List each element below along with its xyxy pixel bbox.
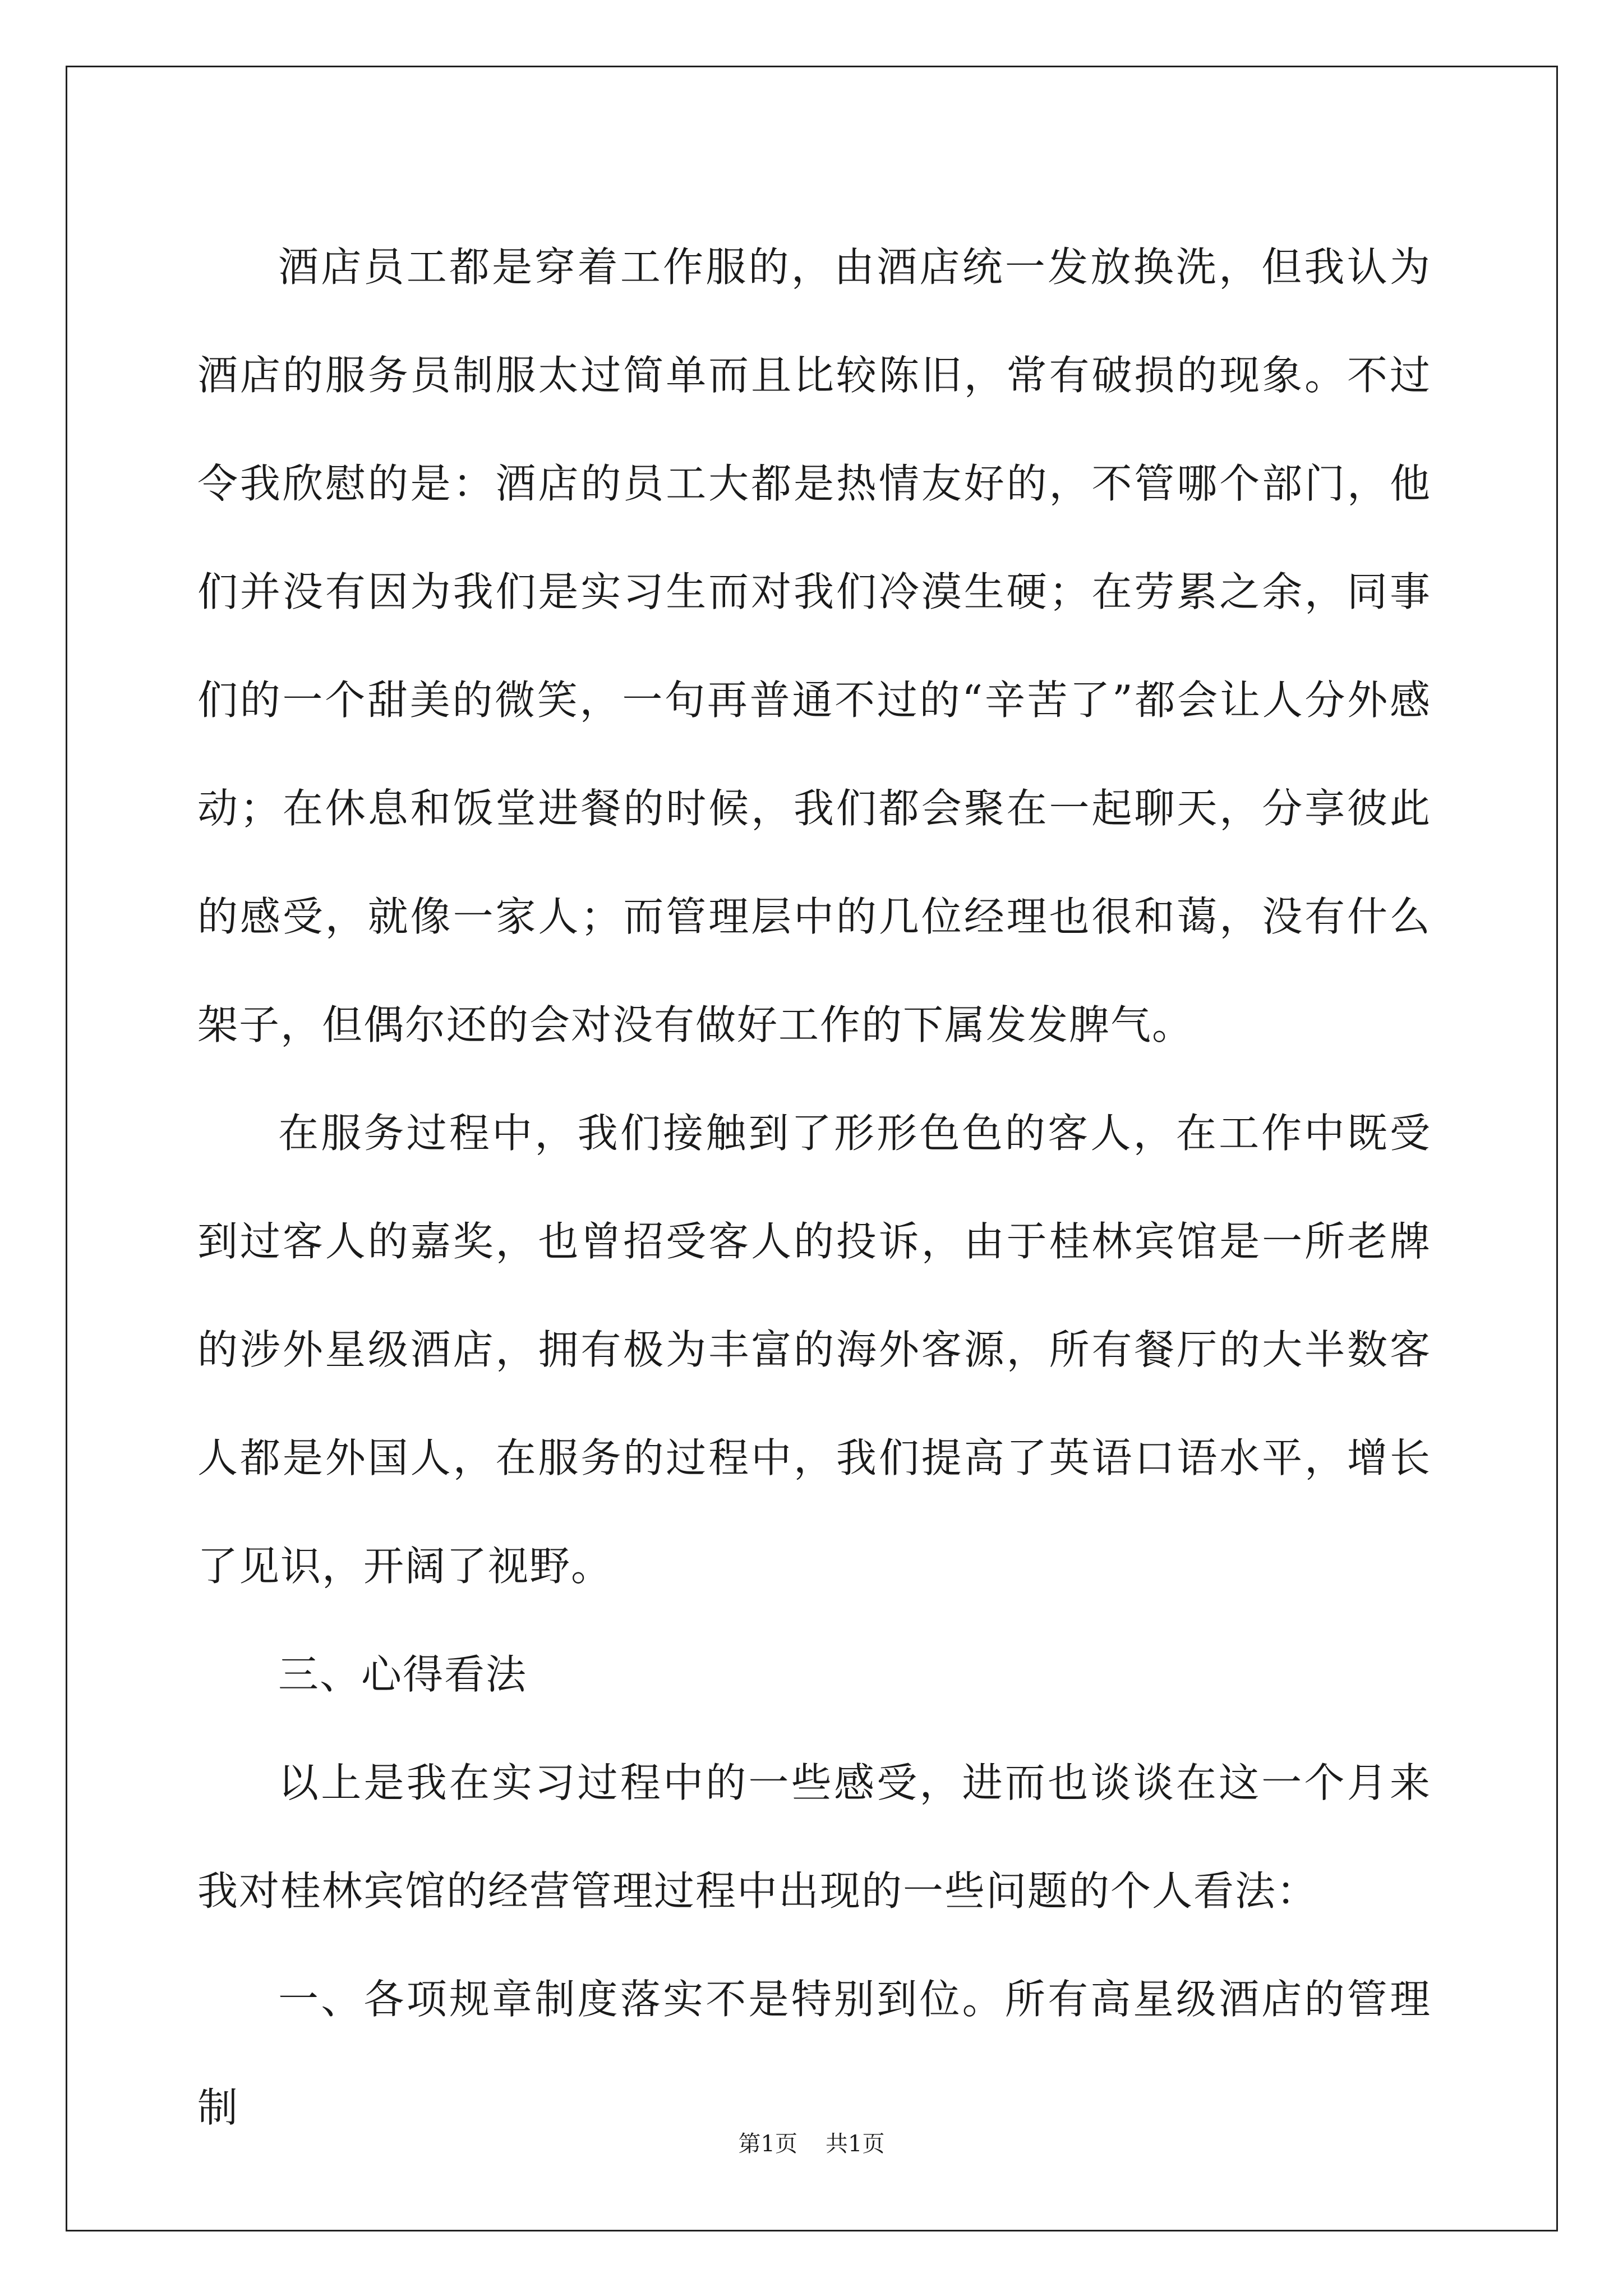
page-number-current: 第1页 — [738, 2131, 797, 2157]
document-body — [197, 213, 1431, 2162]
paragraph-rules-point-one: 一、各项规章制度落实不是特别到位。所有高星级酒店的管理制 — [197, 1976, 1431, 2131]
paragraph-service-process: 在服务过程中，我们接触到了形形色色的客人，在工作中既受到过客人的嘉奖，也曾招受客人的投诉，由于桂林宾馆是一所老牌的涉外星级酒店，拥有极为丰富的海外客源，所有餐厅的大半数客人都是外国人，在服务的过程中，我们提高了英语口语水平，增长了见识，开阔了视野。 — [197, 1110, 1431, 1590]
paragraph-staff-uniforms: 酒店员工都是穿着工作服的，由酒店统一发放换洗，但我认为酒店的服务员制服太过简单而且比较陈旧，常有破损的现象。不过令我欣慰的是：酒店的员工大都是热情友好的，不管哪个部门，他们并没有因为我们是实习生而对我们冷漠生硬；在劳累之余，同事们的一个甜美的微笑，一句再普通不过的“辛苦了”都会让人分外感动；在休息和饭堂进餐的时候，我们都会聚在一起聊天，分享彼此的感受，就像一家人；而管理层中的几位经理也很和蔼，没有什么架子，但偶尔还的会对没有做好工作的下属发发脾气。 — [197, 243, 1431, 1048]
page-number-total: 共1页 — [826, 2131, 885, 2157]
paragraph-opinion-intro: 以上是我在实习过程中的一些感受，进而也谈谈在这一个月来我对桂林宾馆的经营管理过程中出现的一些问题的个人看法： — [197, 1759, 1431, 1915]
section-heading-thoughts: 三、心得看法 — [278, 1651, 528, 1698]
page-footer — [0, 2126, 1623, 2158]
